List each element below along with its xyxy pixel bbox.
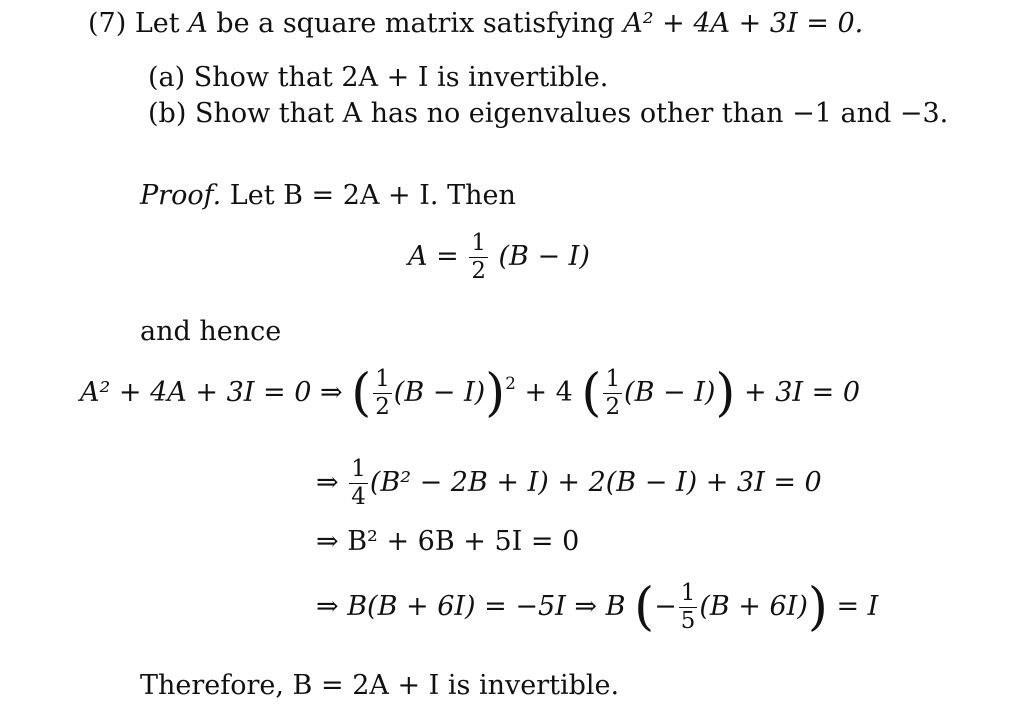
problem-equation: A² + 4A + 3I = 0.: [623, 8, 864, 39]
part-a: [148, 64, 608, 91]
proof-intro: Let B = 2A + I. Then: [229, 180, 516, 211]
conclusion: Therefore, B = 2A + I is invertible.: [140, 670, 620, 701]
line1-inner: (B − I): [393, 377, 486, 409]
open-paren: (: [634, 577, 655, 637]
open-paren: (: [581, 363, 602, 423]
eq1-fraction: [469, 232, 488, 283]
line1-denominator: 2: [375, 394, 390, 421]
part-a-text: Show that 2A + I is invertible.: [193, 62, 609, 93]
line1-lhs: A² + 4A + 3I = 0 ⇒: [80, 377, 343, 409]
statement-pre: Let: [134, 8, 180, 39]
line2-numerator: 1: [351, 456, 366, 482]
part-b-label: (b): [148, 98, 187, 129]
statement-mid: be a square matrix satisfying: [216, 8, 615, 39]
eq1-rhs: (B − I): [498, 240, 590, 272]
part-b-text: Show that A has no eigenvalues other than −1 and −3.: [194, 98, 949, 129]
derivation-line-3: ⇒ B² + 6B + 5I = 0: [316, 526, 580, 557]
line4-tail: = I: [836, 591, 879, 623]
derivation-line-1: [80, 363, 861, 423]
line1-fraction: [373, 368, 392, 419]
open-paren: (: [351, 363, 372, 423]
line4-minus: −: [654, 591, 677, 623]
derivation-line-2: [316, 458, 822, 509]
derivation-line-4: [316, 577, 879, 637]
line4-fraction: [679, 582, 698, 633]
proof-intro-line: [140, 182, 516, 209]
eq1-numerator: 1: [471, 230, 486, 256]
line1-tail: + 3I = 0: [744, 377, 861, 409]
line2-denominator: 4: [351, 483, 366, 510]
line1-inner-2: (B − I): [624, 377, 716, 409]
part-b: [148, 100, 948, 127]
implies-arrow: ⇒: [316, 466, 339, 498]
line1-numerator-2: 1: [605, 366, 621, 393]
line4-denominator: 5: [680, 608, 696, 635]
line4-numerator: 1: [680, 580, 696, 607]
line1-fraction-2: [603, 368, 622, 419]
part-a-label: (a): [148, 62, 186, 93]
eq1-denominator: 2: [471, 257, 486, 284]
matrix-variable: A: [188, 8, 208, 39]
close-paren: ): [485, 363, 506, 423]
line2-rest: (B² − 2B + I) + 2(B − I) + 3I = 0: [369, 466, 822, 498]
eq1-lhs: A =: [408, 240, 459, 272]
line4-inner: (B + 6I): [699, 591, 808, 623]
equation-a-from-b: [408, 232, 590, 283]
line2-fraction: [349, 458, 368, 509]
problem-number: (7): [88, 8, 127, 39]
and-hence: and hence: [140, 316, 282, 347]
line1-plus4: + 4: [524, 377, 573, 409]
close-paren: ): [807, 577, 828, 637]
proof-label: Proof.: [140, 180, 222, 211]
close-paren: ): [715, 363, 736, 423]
problem-statement: [88, 10, 863, 37]
line1-power: 2: [505, 373, 516, 394]
line1-numerator: 1: [375, 366, 390, 393]
line4-pre: ⇒ B(B + 6I) = −5I ⇒ B: [316, 591, 626, 623]
line1-denominator-2: 2: [605, 394, 621, 421]
